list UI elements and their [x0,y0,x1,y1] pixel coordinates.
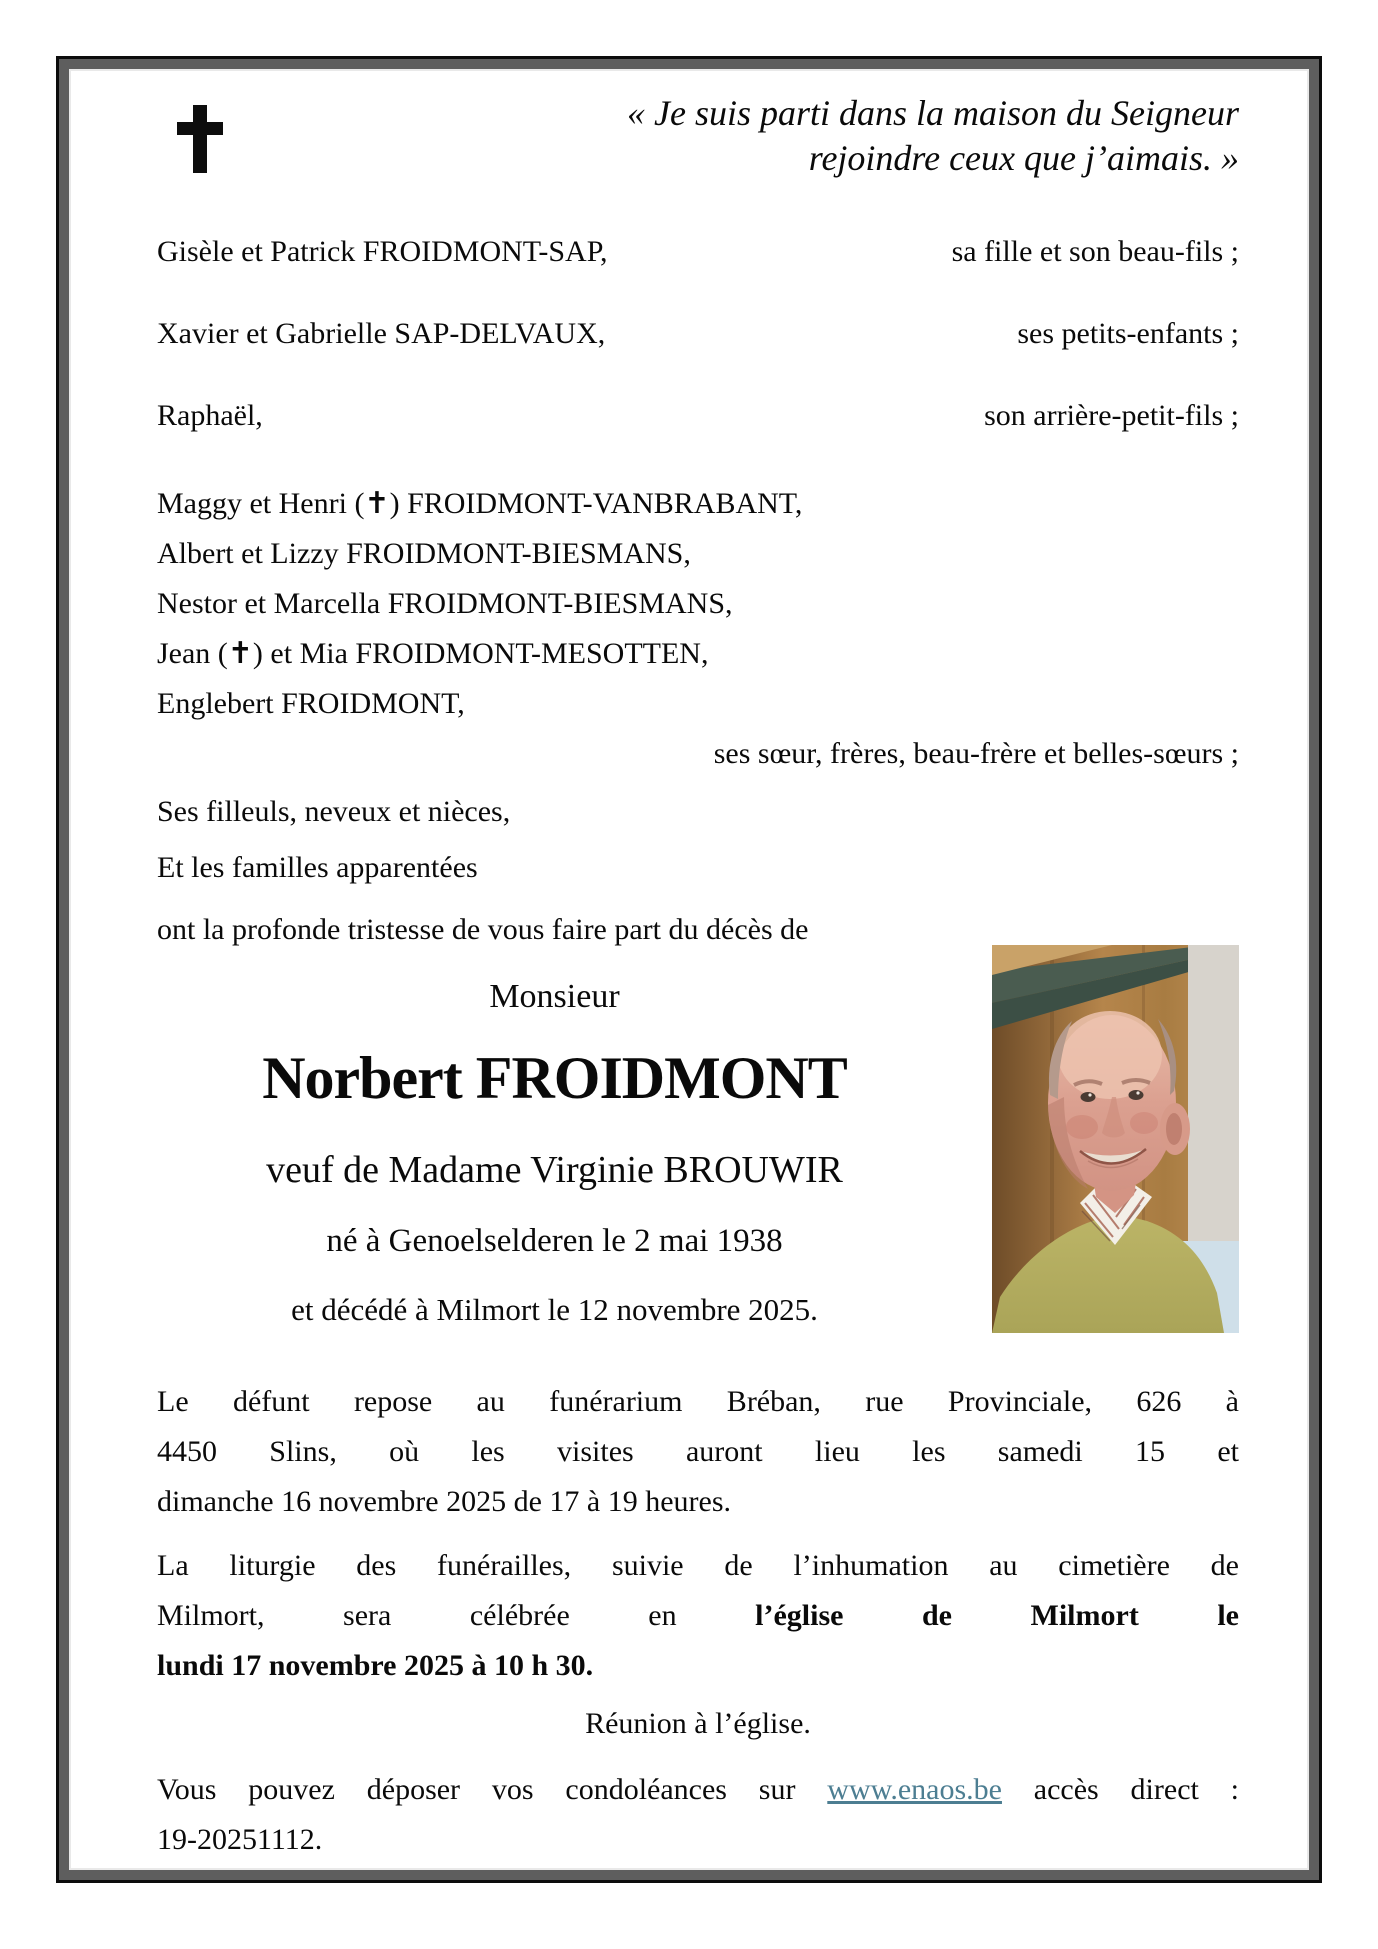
godchildren-line: Ses filleuls, neveux et nièces, [157,795,511,828]
repose-paragraph [157,1377,1239,1527]
decorative-frame [56,56,1322,1883]
liturgy-line-2 [157,1591,1239,1641]
deceased-photo [992,945,1239,1333]
card-content [71,71,1307,1865]
sibling-line: Nestor et Marcella FROIDMONT-BIESMANS, [157,587,733,620]
sibling-line: Englebert FROIDMONT, [157,687,465,720]
sibling-line: Maggy et Henri (✝) FROIDMONT-VANBRABANT, [157,487,803,520]
condolences-after-link: accès direct : [1001,1773,1240,1806]
sibling-line: Albert et Lizzy FROIDMONT-BIESMANS, [157,537,691,570]
religious-quote [223,89,1239,181]
liturgy-paragraph [157,1541,1239,1691]
liturgy-line-2-regular: Milmort, sera célébrée en [157,1599,756,1632]
header [157,89,1239,181]
siblings-role: ses sœur, frères, beau-frère et belles-sœurs ; [713,737,1239,770]
deceased-civility: Monsieur [489,978,620,1015]
relative-names: Xavier et Gabrielle SAP-DELVAUX, [157,317,606,350]
relative-role: ses petits-enfants ; [1017,317,1239,350]
repose-line-3: dimanche 16 novembre 2025 de 17 à 19 heures. [157,1485,731,1518]
relative-role: son arrière-petit-fils ; [984,399,1239,432]
sibling-line: Jean (✝) et Mia FROIDMONT-MESOTTEN, [157,637,709,670]
meeting-line: Réunion à l’église. [585,1707,811,1740]
condolences-line-1 [157,1765,1239,1815]
families-line: Et les familles apparentées [157,851,478,884]
relative-names: Raphaël, [157,399,263,432]
cross-icon [177,105,223,173]
liturgy-line-2-bold: l’église de Milmort le [755,1599,1239,1632]
relatives-list [157,233,1239,435]
quote-line-2: rejoindre ceux que j’aimais. » [808,138,1239,178]
condolences-paragraph [157,1765,1239,1865]
liturgy-line-3: lundi 17 novembre 2025 à 10 h 30. [157,1649,594,1682]
siblings-list [157,479,1239,779]
relative-names: Gisèle et Patrick FROIDMONT-SAP, [157,235,608,268]
condolences-before-link: Vous pouvez déposer vos condoléances sur [157,1773,828,1806]
deceased-widower-line: veuf de Madame Virginie BROUWIR [266,1149,843,1191]
repose-line-2: 4450 Slins, où les visites auront lieu les samedi 15 et [157,1435,1239,1468]
condolences-code: 19-20251112. [157,1823,323,1856]
deceased-titles [157,949,992,1333]
relative-row [157,233,1239,271]
frame-inner-edge [69,69,1309,1870]
announcement-line: ont la profonde tristesse de vous faire part du décès de [157,913,809,946]
deceased-section [157,949,1239,1333]
repose-line-1: Le défunt repose au funérarium Bréban, rue Provinciale, 626 à [157,1385,1239,1418]
relative-row [157,397,1239,435]
liturgy-line-1: La liturgie des funérailles, suivie de l’inhumation au cimetière de [157,1549,1239,1582]
relative-role: sa fille et son beau-fils ; [951,235,1239,268]
quote-line-1: « Je suis parti dans la maison du Seigneur [627,93,1239,133]
deceased-birth-line: né à Genoelselderen le 2 mai 1938 [326,1223,783,1259]
relative-row [157,315,1239,353]
deceased-name: Norbert FROIDMONT [262,1045,847,1111]
frame-gray-band [59,59,1319,1880]
deceased-death-line: et décédé à Milmort le 12 novembre 2025. [291,1292,818,1327]
enaos-link[interactable]: www.enaos.be [827,1773,1002,1806]
